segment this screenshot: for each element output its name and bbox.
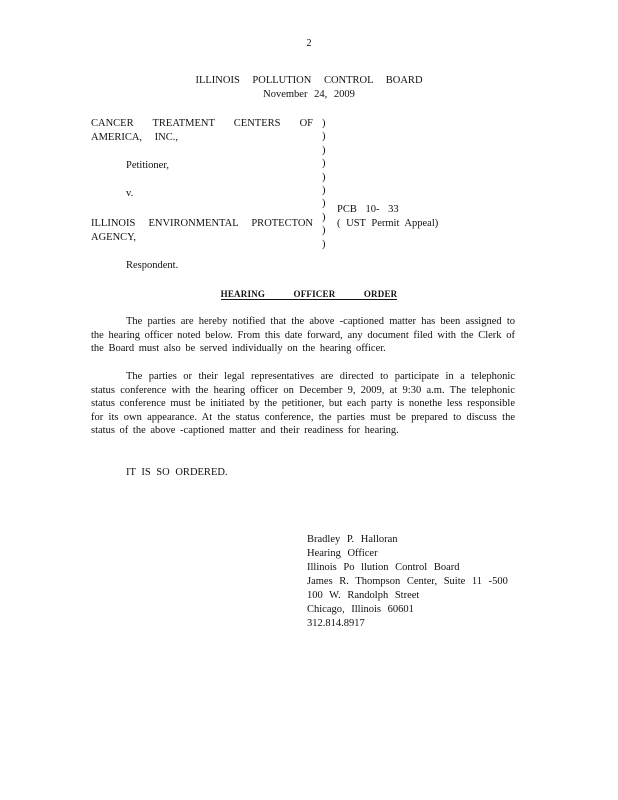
officer-street: 100 W. Randolph Street bbox=[307, 590, 420, 601]
officer-name: Bradley P. Halloran bbox=[307, 534, 398, 545]
caption-paren: ) bbox=[322, 158, 326, 170]
order-date: November 24, 2009 bbox=[263, 89, 355, 100]
case-number: PCB 10- 33 bbox=[337, 204, 399, 215]
caption-paren: ) bbox=[322, 198, 326, 210]
officer-title: Hearing Officer bbox=[307, 548, 378, 559]
signature-block bbox=[307, 533, 508, 631]
respondent-role: Respondent. bbox=[126, 260, 179, 271]
officer-building: James R. Thompson Center, Suite 11 -500 bbox=[307, 576, 508, 587]
officer-city: Chicago, Illinois 60601 bbox=[307, 604, 414, 615]
officer-agency: Illinois Po llution Control Board bbox=[307, 562, 460, 573]
notice-paragraph bbox=[91, 315, 515, 356]
order-title: HEARING OFFICER ORDER bbox=[220, 289, 398, 299]
versus-label: v. bbox=[126, 188, 134, 199]
respondent-name-line1: ILLINOIS ENVIRONMENTAL PROTECTON bbox=[91, 218, 313, 229]
petitioner-name-line2: AMERICA, INC., bbox=[91, 132, 179, 143]
conference-paragraph bbox=[91, 370, 515, 438]
caption-paren: ) bbox=[322, 211, 326, 223]
page-number: 2 bbox=[306, 38, 312, 49]
notice-paragraph-text: The parties are hereby notified that the above -captioned matter has been assigned to the hearing officer noted below. From this date forward, any document filed with the Clerk of the Board must also be served individually on the hearing officer. bbox=[91, 316, 515, 354]
caption-paren: ) bbox=[322, 144, 326, 156]
petitioner-name-line1: CANCER TREATMENT CENTERS OF bbox=[91, 118, 313, 129]
conference-paragraph-text: The parties or their legal representatives are directed to participate in a telephonic status conference with the hearing officer on December 9, 2009, at 9:30 a.m. The telephonic status conference must be initiated by the petitioner, but each party is nonethe less responsible for its own appearance. At the status conference, the parties must be prepared to discuss the status of the above -captioned matter and their readiness for hearing. bbox=[91, 371, 515, 436]
order-heading bbox=[0, 288, 618, 302]
petitioner-role: Petitioner, bbox=[126, 160, 170, 171]
case-type: ( UST Permit Appeal) bbox=[337, 218, 439, 229]
caption-paren-column bbox=[322, 117, 330, 251]
caption-paren: ) bbox=[322, 171, 326, 183]
so-ordered: IT IS SO ORDERED. bbox=[126, 467, 228, 478]
caption-paren: ) bbox=[322, 184, 326, 196]
board-title: ILLINOIS POLLUTION CONTROL BOARD bbox=[195, 75, 423, 86]
caption-paren: ) bbox=[322, 238, 326, 250]
caption-paren: ) bbox=[322, 225, 326, 237]
officer-phone: 312.814.8917 bbox=[307, 618, 365, 629]
caption-paren: ) bbox=[322, 131, 326, 143]
respondent-name-line2: AGENCY, bbox=[91, 232, 137, 243]
caption-paren: ) bbox=[322, 118, 326, 129]
